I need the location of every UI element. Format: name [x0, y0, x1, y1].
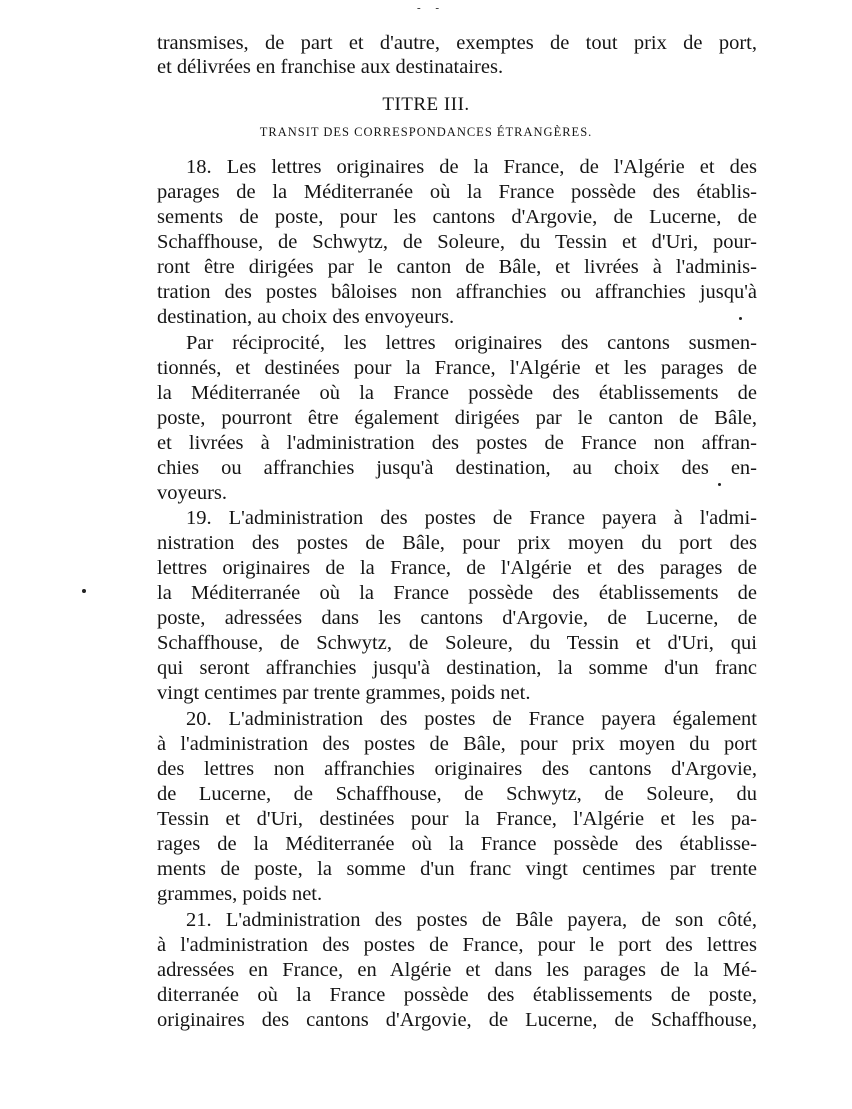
section-subtitle: TRANSIT DES CORRESPONDANCES ÉTRANGÈRES.: [259, 125, 593, 139]
text-line: et délivrées en franchise aux destinataires.: [157, 56, 504, 78]
text-line: parages de la Méditerranée où la France possède des établis-: [157, 181, 757, 203]
section-title: TITRE III.: [382, 94, 470, 115]
text-line: ments de poste, la somme d'un franc vingt centimes par trente: [157, 858, 757, 880]
text-line: vingt centimes par trente grammes, poids net.: [157, 682, 531, 704]
ink-speck: [739, 317, 742, 320]
text-line: rages de la Méditerranée où la France possède des établisse-: [157, 833, 757, 855]
text-line: tionnés, et destinées pour la France, l'Algérie et les parages de: [157, 357, 757, 379]
text-line: à l'administration des postes de France, pour le port des lettres: [157, 934, 757, 956]
text-line: poste, adressées dans les cantons d'Argovie, de Lucerne, de: [157, 607, 757, 629]
margin-speck: [82, 589, 86, 593]
article-19-line: 19. L'administration des postes de France payera à l'admi-: [186, 507, 757, 529]
text-line: originaires des cantons d'Argovie, de Lucerne, de Schaffhouse,: [157, 1009, 757, 1031]
text-line: transmises, de part et d'autre, exemptes de tout prix de port,: [157, 32, 757, 54]
ink-speck: [718, 483, 721, 486]
paragraph-start-line: Par réciprocité, les lettres originaires des cantons susmen-: [186, 332, 757, 354]
text-line: Tessin et d'Uri, destinées pour la France, l'Algérie et les pa-: [157, 808, 757, 830]
text-line: nistration des postes de Bâle, pour prix moyen du port des: [157, 532, 757, 554]
text-line: de Lucerne, de Schaffhouse, de Schwytz, de Soleure, du: [157, 783, 757, 805]
text-line: à l'administration des postes de Bâle, pour prix moyen du port: [157, 733, 757, 755]
text-line: lettres originaires de la France, de l'Algérie et des parages de: [157, 557, 757, 579]
text-line: Schaffhouse, de Schwytz, de Soleure, du Tessin et d'Uri, qui: [157, 632, 757, 654]
text-line: des lettres non affranchies originaires des cantons d'Argovie,: [157, 758, 757, 780]
text-line: Schaffhouse, de Schwytz, de Soleure, du Tessin et d'Uri, pour-: [157, 231, 757, 253]
text-line: poste, pourront être également dirigées par le canton de Bâle,: [157, 407, 757, 429]
text-line: tration des postes bâloises non affranchies ou affranchies jusqu'à: [157, 281, 757, 303]
text-line: diterranée où la France possède des établissements de poste,: [157, 984, 757, 1006]
page-header-fragment: - -: [416, 2, 446, 14]
text-line: la Méditerranée où la France possède des établissements de: [157, 382, 757, 404]
text-line: grammes, poids net.: [157, 883, 323, 905]
text-line: voyeurs.: [157, 482, 228, 504]
text-line: et livrées à l'administration des postes de France non affran-: [157, 432, 757, 454]
article-20-line: 20. L'administration des postes de France payera également: [186, 708, 757, 730]
text-line: chies ou affranchies jusqu'à destination, au choix des en-: [157, 457, 757, 479]
text-line: qui seront affranchies jusqu'à destination, la somme d'un franc: [157, 657, 757, 679]
text-line: destination, au choix des envoyeurs.: [157, 306, 455, 328]
text-line: adressées en France, en Algérie et dans les parages de la Mé-: [157, 959, 757, 981]
article-18-line: 18. Les lettres originaires de la France, de l'Algérie et des: [186, 156, 757, 178]
text-line: ront être dirigées par le canton de Bâle, et livrées à l'adminis-: [157, 256, 757, 278]
text-line: la Méditerranée où la France possède des établissements de: [157, 582, 757, 604]
text-line: sements de poste, pour les cantons d'Argovie, de Lucerne, de: [157, 206, 757, 228]
article-21-line: 21. L'administration des postes de Bâle payera, de son côté,: [186, 909, 757, 931]
